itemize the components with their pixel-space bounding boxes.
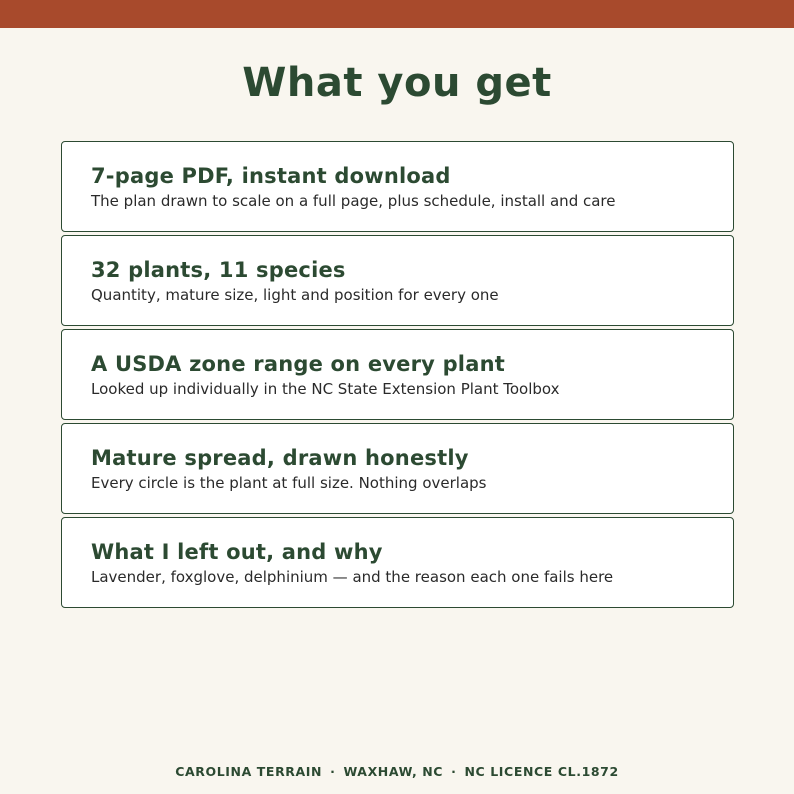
feature-card-description: Every circle is the plant at full size. Nothing overlaps <box>91 474 487 492</box>
feature-card-description: Looked up individually in the NC State Extension Plant Toolbox <box>91 380 560 398</box>
feature-card <box>61 517 734 608</box>
feature-card-description: The plan drawn to scale on a full page, plus schedule, install and care <box>91 192 616 210</box>
page-title: What you get <box>242 60 552 106</box>
feature-list <box>61 141 734 611</box>
feature-card-title: 32 plants, 11 species <box>91 258 346 282</box>
feature-card-title: 7-page PDF, instant download <box>91 164 451 188</box>
top-accent-bar <box>0 0 794 28</box>
footer-business-name: CAROLINA TERRAIN <box>175 764 323 779</box>
feature-card <box>61 329 734 420</box>
feature-card-title: Mature spread, drawn honestly <box>91 446 469 470</box>
footer-licence: NC LICENCE CL.1872 <box>464 764 619 779</box>
footer-location: WAXHAW, NC <box>343 764 444 779</box>
feature-card-description: Lavender, foxglove, delphinium — and the reason each one fails here <box>91 568 614 586</box>
feature-card-title: A USDA zone range on every plant <box>91 352 505 376</box>
feature-card <box>61 235 734 326</box>
footer <box>0 763 794 781</box>
footer-separator: · <box>330 764 336 779</box>
feature-card <box>61 141 734 232</box>
footer-separator: · <box>451 764 457 779</box>
feature-card-title: What I left out, and why <box>91 540 383 564</box>
feature-card <box>61 423 734 514</box>
feature-card-description: Quantity, mature size, light and position for every one <box>91 286 499 304</box>
